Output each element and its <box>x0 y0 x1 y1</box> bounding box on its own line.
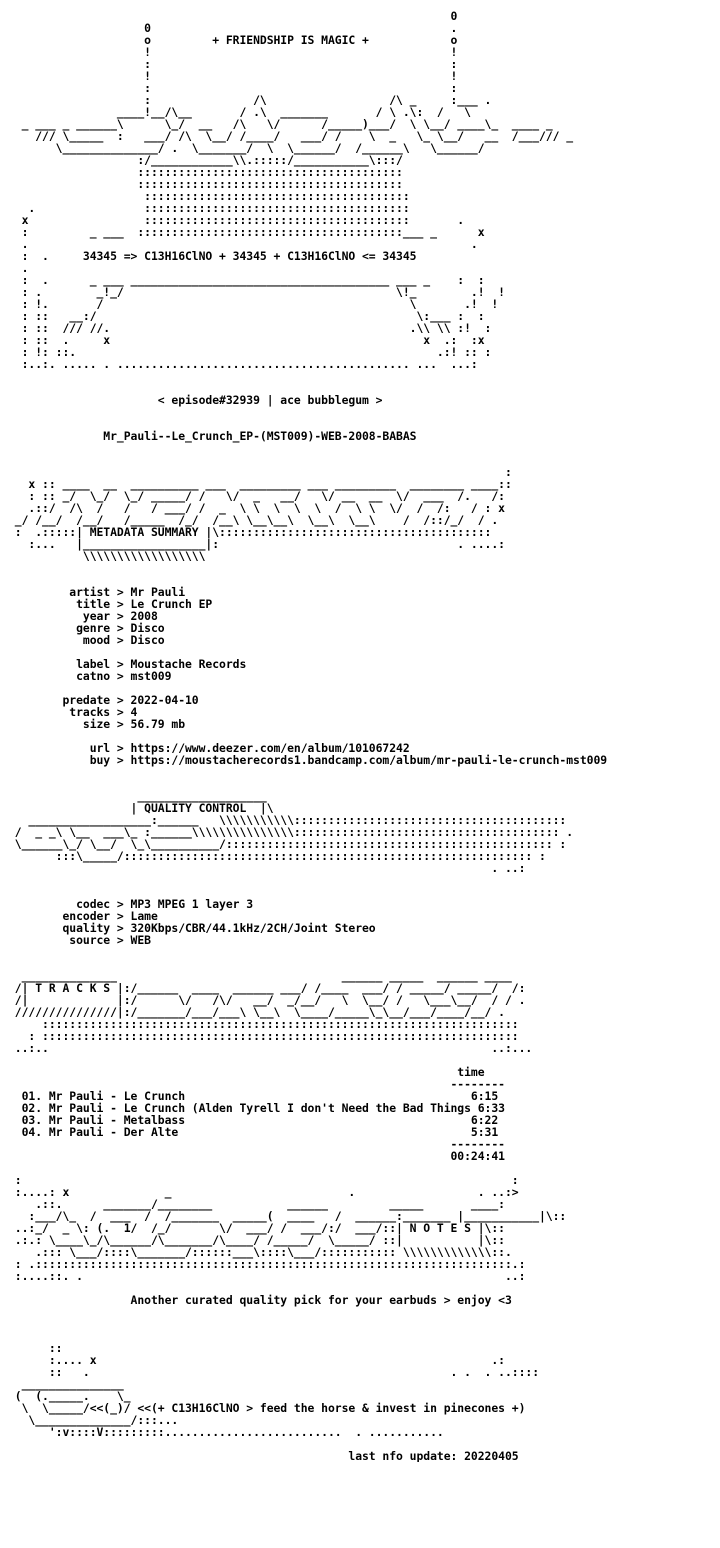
nfo-line: : !. / \ .! ! <box>8 297 499 311</box>
nfo-line <box>8 1306 712 1318</box>
nfo-line: \______\_/ \__/ \_\__________/:::::::::::::::::::::::::::::::::::::::::::::::: : <box>8 837 567 851</box>
nfo-line: catno > mst009 <box>8 669 172 683</box>
nfo-line: : :: /// //. .\\ \\ :! : <box>8 321 492 335</box>
nfo-line: / _ _\ \__ ___\_ :______\\\\\\\\\\\\\\\::::::::::::::::::::::::::::::::::::::: . <box>8 825 574 839</box>
nfo-line: 0 . <box>8 21 458 35</box>
nfo-line: ::::::::::::::::::::::::::::::::::::::: <box>8 189 410 203</box>
nfo-line: label > Moustache Records <box>8 657 247 671</box>
nfo-line: ..:.. ..:... <box>8 1041 533 1055</box>
nfo-line: : !: ::. .:! :: : <box>8 345 492 359</box>
nfo-line: : : <box>8 57 458 71</box>
nfo-line <box>8 1330 712 1342</box>
nfo-line: . ::::::::::::::::::::::::::::::::::::::: <box>8 201 410 215</box>
nfo-line: 0 <box>8 10 458 23</box>
nfo-line: ::::::::::::::::::::::::::::::::::::::: <box>8 177 403 191</box>
nfo-line: : :: _/ \_/ \_/ _____/ / \/ _ __/ \/ __ __ \/ ___ /. /: <box>8 489 505 503</box>
nfo-line: last nfo update: 20220405 <box>8 1449 519 1462</box>
nfo-line: 00:24:41 <box>8 1149 505 1163</box>
nfo-line: :: <box>8 1341 63 1355</box>
nfo-line: ______________ ______ _____ ______ ____ <box>8 969 512 983</box>
nfo-line: : . _!_/ \!_ .! ! <box>8 285 505 299</box>
nfo-line <box>8 874 712 886</box>
nfo-line <box>8 442 712 454</box>
nfo-line: :: . . . . ..:::: <box>8 1365 540 1379</box>
nfo-line: ( (._____. \_ <box>8 1389 465 1403</box>
nfo-line: title > Le Crunch EP <box>8 597 213 611</box>
nfo-line: year > 2008 <box>8 609 158 623</box>
nfo-line: :::::::::::::::::::::::::::::::::::::::::::::::::::::::::::::::::::::: <box>8 1017 519 1031</box>
nfo-line: 04. Mr Pauli - Der Alte 5:31 <box>8 1125 499 1139</box>
nfo-line: :.... x .: <box>8 1353 505 1367</box>
nfo-line: :/____________\\.:::::/___________\:::/ <box>8 153 403 167</box>
nfo-line: buy > https://moustacherecords1.bandcamp.com/album/mr-pauli-le-crunch-mst009 <box>8 753 608 767</box>
nfo-line: __________________:______ \\\\\\\\\\\:::::::::::::::::::::::::::::::::::::::: <box>8 813 567 827</box>
nfo-line: x ::::::::::::::::::::::::::::::::::::::: . <box>8 213 465 227</box>
nfo-line: mood > Disco <box>8 633 165 647</box>
nfo-line: .::: \___/::::\_______/::::::___\::::\___/::::::::::: \\\\\\\\\\\\\::. <box>8 1245 512 1259</box>
nfo-line: :___/\_ / ___ / /_______ _____( ____ / ______:_______ |___________|\:: <box>8 1209 567 1223</box>
nfo-line: : : <box>8 81 458 95</box>
nfo-line: source > WEB <box>8 933 151 947</box>
nfo-line: .::. _______/________ ______ _____ ____: <box>8 1197 505 1211</box>
nfo-line: : <box>8 465 512 479</box>
nfo-line: : :: __:/ \:___ : : <box>8 309 485 323</box>
nfo-line: 01. Mr Pauli - Le Crunch 6:15 <box>8 1089 499 1103</box>
nfo-line: _/ /__/ /__/ /_____ /_/ /__\ \__\__\ \__\ \__\ / /::/_/ / . <box>8 513 499 527</box>
nfo-line: \\\\\\\\\\\\\\\\\\ <box>8 549 206 563</box>
nfo-line: _ ___ _ ______\ \_/ __ /\ \/ /_____)___/ \ \__/ ____\_ ____ _ <box>8 117 553 131</box>
nfo-line: /| T R A C K S |:/______ ____ ______ ___/ /____ ___/ / _____/ _____/ /: <box>8 981 526 995</box>
nfo-line: : :::::::::::::::::::::::::::::::::::::::::::::::::::::::::::::::::::::: <box>8 1029 519 1043</box>
nfo-line: ':v::::V:::::::::.......................... . ........... <box>8 1425 444 1439</box>
nfo-line: -------- <box>8 1137 505 1151</box>
nfo-line: time <box>8 1065 485 1079</box>
nfo-line: . ..: <box>8 861 526 875</box>
nfo-line: : :: . x x .: :x <box>8 333 485 347</box>
nfo-line: quality > 320Kbps/CBR/44.1kHz/2CH/Joint Stereo <box>8 921 376 935</box>
nfo-line: Another curated quality pick for your earbuds > enjoy <3 <box>8 1293 512 1307</box>
nfo-line: :....: x _ . . ..:> <box>8 1185 519 1199</box>
nfo-line: tracks > 4 <box>8 705 138 719</box>
nfo-line: :..:. ..... . ........................................... ... ...: <box>8 357 478 371</box>
nfo-line: : : <box>8 1173 519 1187</box>
nfo-line: ___________________ <box>8 789 267 803</box>
nfo-line <box>8 562 712 574</box>
nfo-line: : . 34345 => C13H16ClNO + 34345 + C13H16ClNO <= 34345 <box>8 249 417 263</box>
nfo-line: .::/ /\ / / / ___/ / _ \ \ \ \ \ / \ \ \/ / /: / : x <box>8 501 505 515</box>
nfo-line: : .::::::::::::::::::::::::::::::::::::::::::::::::::::::::::::::::::::::.: <box>8 1257 526 1271</box>
nfo-line: ::::::::::::::::::::::::::::::::::::::: <box>8 165 403 179</box>
nfo-line: predate > 2022-04-10 <box>8 693 199 707</box>
nfo-line: .:.: \____\_/\______/\_______/\____/ /_____/ \_____/ ::| |\:: <box>8 1233 505 1247</box>
nfo-line: ____!__/\__ / .\ _______ / \ .\: / \ <box>8 105 471 119</box>
nfo-line: : _ ___ :::::::::::::::::::::::::::::::::::::::___ _ x <box>8 225 485 239</box>
nfo-line: . . <box>8 237 478 251</box>
nfo-line: :... |__________________|: . ....: <box>8 537 505 551</box>
nfo-line: /// \_____ : ___/ /\ \__/ /____/ ___/ / \ _ \_ \__/ __ /___/// _ <box>8 129 574 143</box>
nfo-line: \______________/:::... <box>8 1413 179 1427</box>
nfo-line: : . _ ___ ______________________________________ ___ _ : : <box>8 273 485 287</box>
nfo-line: x :: ____ __ __________ ___ _________ ___ _________ ________ ____:: <box>8 477 512 491</box>
nfo-line: Mr_Pauli--Le_Crunch_EP-(MST009)-WEB-2008-BABAS <box>8 429 417 443</box>
nfo-line: codec > MP3 MPEG 1 layer 3 <box>8 897 254 911</box>
nfo-line: 03. Mr Pauli - Metalbass 6:22 <box>8 1113 499 1127</box>
nfo-line: _______________ <box>8 1377 124 1391</box>
nfo-line: ! ! <box>8 69 458 83</box>
nfo-line <box>8 946 712 958</box>
nfo-line: :::\_____/:::::::::::::::::::::::::::::::::::::::::::::::::::::::::::: : <box>8 849 546 863</box>
nfo-line: url > https://www.deezer.com/en/album/101067242 <box>8 741 410 755</box>
nfo-line: artist > Mr Pauli <box>8 585 186 599</box>
nfo-line: \______________/ . \_______/ \ \______/ /______\ \______/ <box>8 141 485 155</box>
nfo-line: < episode#32939 | ace bubblegum > <box>8 393 383 407</box>
nfo-line: . <box>8 261 29 275</box>
nfo-line <box>8 370 712 382</box>
nfo-line: genre > Disco <box>8 621 165 635</box>
nfo-line: ..:_/ _ \: (. 1/ /_/ \/ ___/ / ___/:/ ___/::| N O T E S |\:: <box>8 1221 505 1235</box>
nfo-line: ///////////////|:/_______/___/___\ \__\ \____/_____\_\__/___/____/__/ . <box>8 1005 505 1019</box>
nfo-line: 02. Mr Pauli - Le Crunch (Alden Tyrell I don't Need the Bad Things 6:33 <box>8 1101 505 1115</box>
nfo-line <box>8 766 712 778</box>
nfo-line: : /\ /\ _ :___ . <box>8 93 492 107</box>
nfo-line: size > 56.79 mb <box>8 717 186 731</box>
nfo-text <box>8 10 712 1462</box>
nfo-line <box>8 1318 712 1330</box>
nfo-line: ! ! <box>8 45 458 59</box>
nfo-line: | QUALITY CONTROL |\ <box>8 801 274 815</box>
nfo-line: encoder > Lame <box>8 909 158 923</box>
nfo-line: : .:::::| METADATA SUMMARY |\:::::::::::::::::::::::::::::::::::::::: <box>8 525 492 539</box>
nfo-line: /| |:/ \/ /\/ __/ _/__/ \ \__/ / \___\__/ / / . <box>8 993 526 1007</box>
nfo-line: \ \_____/<<(_)/ <<(+ C13H16ClNO > feed the horse & invest in pinecones +) <box>8 1401 526 1415</box>
nfo-line: :....::. . ..: <box>8 1269 526 1283</box>
nfo-line: o + FRIENDSHIP IS MAGIC + o <box>8 33 458 47</box>
nfo-line: -------- <box>8 1077 505 1091</box>
nfo-line <box>8 406 712 418</box>
